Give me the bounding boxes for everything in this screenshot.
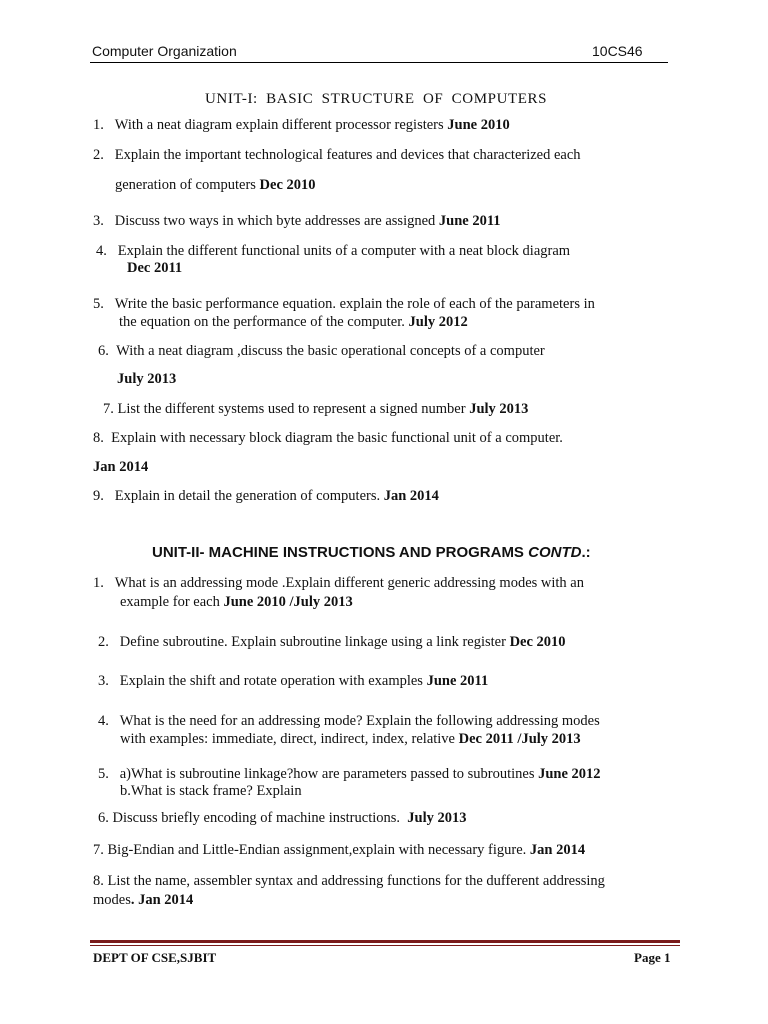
question-text: Discuss briefly encoding of machine instructions. [112, 810, 401, 826]
unit2-question-8-continued [93, 892, 193, 909]
exam-date: . Jan 2014 [130, 892, 194, 908]
footer-department: DEPT OF CSE,SJBIT [93, 950, 217, 965]
question-text: with examples: immediate, direct, indirect, index, relative [120, 731, 455, 747]
unit1-question-9 [93, 488, 439, 505]
question-number: 2. [93, 147, 104, 163]
question-number: 1. [93, 117, 104, 133]
unit2-question-5-continued [120, 783, 302, 800]
exam-date: June 2010 [447, 117, 510, 133]
unit1-question-1 [93, 117, 510, 134]
question-text: What is the need for an addressing mode? Explain the following addressing modes [119, 713, 600, 729]
exam-date: July 2013 [469, 401, 529, 417]
question-text: What is an addressing mode .Explain different generic addressing modes with an [114, 575, 584, 591]
unit2-question-4-continued [120, 731, 581, 748]
unit2-question-3 [98, 673, 488, 690]
unit2-question-2 [98, 634, 566, 651]
exam-date: Dec 2010 [259, 177, 316, 193]
question-number: 3. [93, 213, 104, 229]
question-number: 4. [96, 243, 107, 259]
question-text: Explain the shift and rotate operation with examples [119, 673, 423, 689]
exam-date: Dec 2011 [127, 260, 183, 276]
unit1-question-8 [93, 430, 563, 447]
question-text: Discuss two ways in which byte addresses are assigned [114, 213, 436, 229]
question-text: b.What is stack frame? Explain [120, 783, 302, 799]
exam-date: Dec 2010 [509, 634, 566, 650]
question-text: List the different systems used to represent a signed number [117, 401, 466, 417]
question-text: Big-Endian and Little-Endian assignment,explain with necessary figure. [107, 842, 527, 858]
unit2-title [152, 544, 591, 561]
question-number: 8. [93, 430, 104, 446]
question-text: With a neat diagram explain different processor registers [114, 117, 444, 133]
unit2-title-text: UNIT-II- MACHINE INSTRUCTIONS AND PROGRAMS [152, 544, 524, 561]
exam-date: Jan 2014 [529, 842, 586, 858]
exam-date: July 2013 [407, 810, 467, 826]
unit1-question-2-continued [115, 177, 316, 194]
unit1-question-5-continued [119, 314, 468, 331]
header-course-code: 10CS46 [592, 43, 643, 59]
exam-date: June 2012 [538, 766, 601, 782]
unit1-question-3 [93, 213, 501, 230]
unit1-question-4-continued [127, 260, 182, 277]
question-text: Write the basic performance equation. explain the role of each of the parameters in [114, 296, 595, 312]
question-text: Explain the important technological features and devices that characterized each [114, 147, 581, 163]
question-number: 9. [93, 488, 104, 504]
header-rule [90, 62, 668, 63]
question-text: Explain the different functional units of a computer with a neat block diagram [117, 243, 571, 259]
question-text: modes [93, 892, 131, 908]
exam-date: July 2013 [117, 371, 177, 387]
exam-date: Jan 2014 [93, 459, 149, 475]
exam-date: Dec 2011 /July 2013 [458, 731, 581, 747]
question-number: 5. [93, 296, 104, 312]
footer-page-number: Page 1 [634, 950, 671, 965]
question-number: 8. [93, 873, 104, 889]
header-subject: Computer Organization [92, 43, 237, 59]
unit2-question-1 [93, 575, 584, 592]
question-text: Explain in detail the generation of computers. [114, 488, 381, 504]
unit2-question-5 [98, 766, 601, 783]
question-text: the equation on the performance of the computer. [119, 314, 405, 330]
unit1-question-4 [96, 243, 570, 260]
unit2-question-1-continued [120, 594, 353, 611]
unit1-title: UNIT-I: BASIC STRUCTURE OF COMPUTERS [205, 91, 548, 107]
question-text: With a neat diagram ,discuss the basic operational concepts of a computer [116, 343, 545, 359]
question-number: 5. [98, 766, 109, 782]
unit1-question-2 [93, 147, 581, 164]
footer-rule-thin [90, 945, 680, 946]
question-number: 7. [93, 842, 104, 858]
unit2-question-4 [98, 713, 600, 730]
unit2-question-8 [93, 873, 605, 890]
unit1-question-7 [103, 401, 528, 418]
exam-date: Jan 2014 [383, 488, 439, 504]
footer-rule-thick [90, 940, 680, 943]
unit1-question-5 [93, 296, 595, 313]
unit2-question-7 [93, 842, 585, 859]
question-number: 1. [93, 575, 104, 591]
question-text: a)What is subroutine linkage?how are parameters passed to subroutines [119, 766, 535, 782]
question-number: 3. [98, 673, 109, 689]
question-text: List the name, assembler syntax and addressing functions for the dufferent addressing [107, 873, 605, 889]
unit2-title-italic: CONTD [528, 544, 582, 561]
exam-date: July 2012 [408, 314, 468, 330]
exam-date: June 2011 [426, 673, 489, 689]
question-number: 6. [98, 343, 109, 359]
unit1-question-6-continued [117, 371, 176, 388]
unit1-question-6 [98, 343, 545, 360]
exam-date: June 2010 /July 2013 [223, 594, 353, 610]
unit1-question-8-continued [93, 459, 148, 476]
question-number: 6. [98, 810, 109, 826]
unit2-title-end: .: [581, 544, 591, 561]
question-text: example for each [120, 594, 220, 610]
unit2-question-6 [98, 810, 467, 827]
question-text: generation of computers [115, 177, 256, 193]
question-number: 2. [98, 634, 109, 650]
question-text: Explain with necessary block diagram the basic functional unit of a computer. [111, 430, 563, 446]
question-text: Define subroutine. Explain subroutine linkage using a link register [119, 634, 506, 650]
question-number: 4. [98, 713, 109, 729]
exam-date: June 2011 [438, 213, 501, 229]
question-number: 7. [103, 401, 114, 417]
